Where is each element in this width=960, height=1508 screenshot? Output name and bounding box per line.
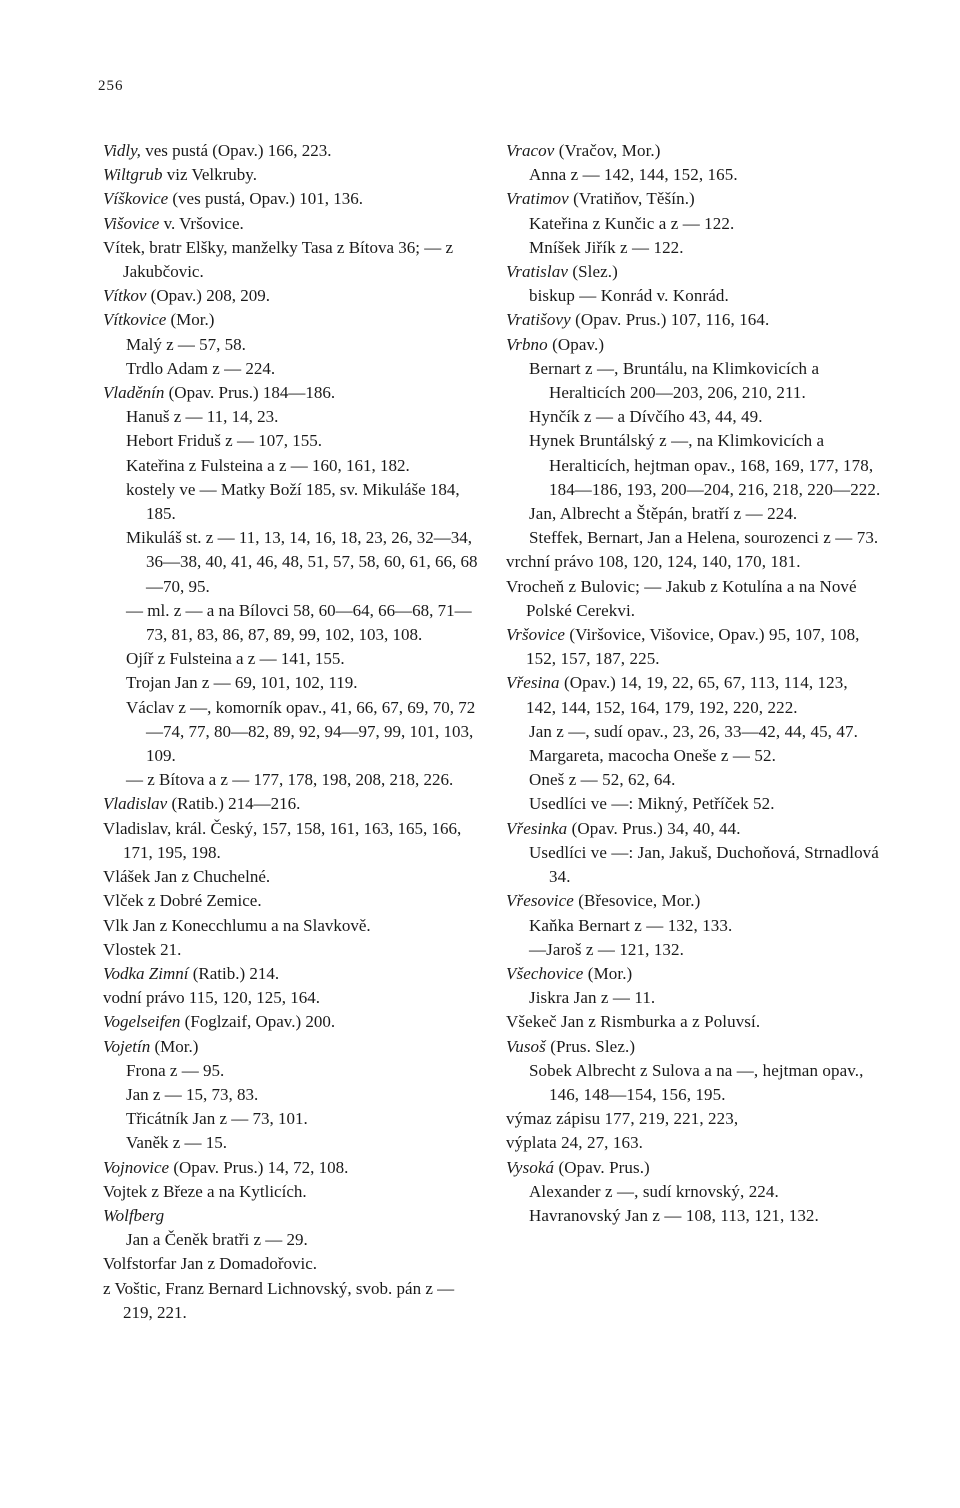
entry-text: z Voštic, Franz Bernard Lichnovský, svob. pán z — 219, 221.: [103, 1278, 455, 1322]
place-name: Vodka Zimní: [103, 963, 189, 983]
place-name: Vidly,: [103, 141, 141, 160]
entry-text: Vaněk z — 15.: [126, 1133, 228, 1153]
entry-text: Frona z — 95.: [126, 1060, 225, 1080]
entry-text: (Prus. Slez.): [545, 1036, 636, 1056]
index-subentry: [506, 768, 882, 792]
entry-text: Usedlíci ve —: Jan, Jakuš, Duchoňová, Strnadlová 34.: [529, 842, 879, 887]
index-entry: [506, 1156, 882, 1180]
index-subentry: [506, 502, 882, 526]
index-entry: [103, 938, 485, 962]
place-name: Višovice: [103, 213, 160, 233]
entry-text: (Vračov, Mor.): [554, 141, 661, 160]
index-subentry: [506, 1180, 882, 1204]
index-subentry: [103, 1083, 485, 1107]
index-subentry: [103, 1107, 485, 1131]
index-entry: [103, 889, 485, 913]
entry-text: (Slez.): [567, 262, 618, 282]
index-entry: [103, 308, 485, 332]
index-entry: [103, 1035, 485, 1059]
index-subentry: [506, 841, 882, 889]
index-subentry: [506, 212, 882, 236]
index-entry: [103, 1010, 485, 1034]
index-entry: [506, 550, 882, 574]
entry-text: Hynčík z — a Dívčího 43, 44, 49.: [529, 407, 763, 427]
index-subentry: [103, 333, 485, 357]
entry-text: Jan z — 15, 73, 83.: [126, 1084, 259, 1104]
index-entry: [103, 139, 485, 163]
entry-text: (Opav. Prus.) 14, 72, 108.: [169, 1157, 349, 1177]
index-entry: [506, 671, 882, 719]
entry-text: Hynek Bruntálský z —, na Klimkovicích a Heralticích, hejtman opav., 168, 169, 177, 178, 184—186, 193, 200—204, 216, 218, 220—222.: [529, 431, 881, 499]
entry-text: (Ratib.) 214.: [188, 963, 280, 983]
index-entry: [506, 623, 882, 671]
place-name: Vratimov: [506, 189, 569, 209]
place-name: Wolfberg: [103, 1205, 165, 1225]
entry-text: Volfstorfar Jan z Domadořovic.: [103, 1254, 318, 1274]
index-entry: [103, 236, 485, 284]
index-subentry: [506, 1059, 882, 1107]
place-name: Vojetín: [103, 1036, 151, 1056]
index-column-right: [506, 139, 882, 1228]
entry-text: (Opav. Prus.) 34, 40, 44.: [567, 818, 741, 838]
entry-text: (ves pustá, Opav.) 101, 136.: [168, 189, 363, 209]
entry-text: (Opav. Prus.) 184—186.: [164, 383, 336, 403]
entry-text: viz Velkruby.: [162, 165, 257, 185]
entry-text: Vrocheň z Bulovic; — Jakub z Kotulína a na Nové Polské Cerekvi.: [506, 576, 857, 620]
index-entry: [103, 914, 485, 938]
index-subentry: [103, 1228, 485, 1252]
index-subentry: [506, 792, 882, 816]
index-subentry: [506, 405, 882, 429]
place-name: Vysoká: [506, 1157, 555, 1177]
index-subentry: [103, 357, 485, 381]
index-subentry: [506, 986, 882, 1010]
index-entry: [103, 1277, 485, 1325]
entry-text: výmaz zápisu 177, 219, 221, 223,: [506, 1109, 739, 1129]
index-subentry: [103, 1059, 485, 1083]
entry-text: (Mor.): [583, 963, 633, 983]
index-subentry: [103, 454, 485, 478]
entry-text: Václav z —, komorník opav., 41, 66, 67, 69, 70, 72—74, 77, 80—82, 89, 92, 94—97, 99, 101, 103, 109.: [126, 697, 476, 766]
entry-text: Bernart z —, Bruntálu, na Klimkovicích a Heralticích 200—203, 206, 210, 211.: [529, 358, 820, 403]
index-subentry: [506, 236, 882, 260]
index-subentry: [103, 478, 485, 526]
index-subentry: [103, 671, 485, 695]
place-name: Vršovice: [506, 625, 566, 645]
place-name: Vítkov: [103, 286, 147, 306]
place-name: Vogelseifen: [103, 1012, 181, 1032]
entry-text: biskup — Konrád v. Konrád.: [529, 286, 729, 306]
entry-text: ves pustá (Opav.) 166, 223.: [140, 141, 332, 160]
index-entry: [103, 986, 485, 1010]
entry-text: Oneš z — 52, 62, 64.: [529, 770, 676, 790]
entry-text: Vítek, bratr Elšky, manželky Tasa z Bítova 36; — z Jakubčovic.: [103, 237, 454, 282]
entry-text: Trdlo Adam z — 224.: [126, 358, 276, 378]
place-name: Vratišovy: [506, 310, 571, 330]
entry-text: Hanuš z — 11, 14, 23.: [126, 407, 279, 427]
entry-text: Kateřina z Kunčic a z — 122.: [529, 213, 735, 233]
place-name: Vrbno: [506, 334, 548, 354]
entry-text: Jan z —, sudí opav., 23, 26, 33—42, 44, 45, 47.: [529, 721, 858, 741]
index-column-left: [103, 139, 485, 1325]
index-entry: [103, 817, 485, 865]
index-entry: [506, 1107, 882, 1131]
entry-text: Usedlíci ve —: Mikný, Petříček 52.: [529, 794, 775, 814]
index-subentry: [506, 744, 882, 768]
entry-text: Hebort Friduš z — 107, 155.: [126, 431, 322, 451]
entry-text: (Opav.) 14, 19, 22, 65, 67, 113, 114, 123, 142, 144, 152, 164, 179, 192, 220, 222.: [526, 673, 848, 717]
index-entry: [506, 962, 882, 986]
index-entry: [103, 187, 485, 211]
entry-text: — ml. z — a na Bílovci 58, 60—64, 66—68, 71—73, 81, 83, 86, 87, 89, 99, 102, 103, 108.: [126, 600, 472, 645]
entry-text: (Opav. Prus.) 107, 116, 164.: [570, 310, 770, 330]
entry-text: Havranovský Jan z — 108, 113, 121, 132.: [529, 1205, 819, 1225]
place-name: Wiltgrub: [103, 165, 163, 185]
entry-text: (Mor.): [150, 1036, 199, 1056]
entry-text: Trojan Jan z — 69, 101, 102, 119.: [126, 673, 358, 693]
index-entry: [103, 792, 485, 816]
place-name: Vřesinka: [506, 818, 568, 838]
entry-text: —Jaroš z — 121, 132.: [529, 939, 684, 959]
index-subentry: [506, 914, 882, 938]
index-entry: [506, 1035, 882, 1059]
place-name: Vřesina: [506, 673, 560, 693]
entry-text: Třicátník Jan z — 73, 101.: [126, 1109, 308, 1129]
index-subentry: [103, 647, 485, 671]
place-name: Vladěnín: [103, 383, 165, 403]
index-entry: [506, 308, 882, 332]
entry-text: Ojíř z Fulsteina a z — 141, 155.: [126, 649, 345, 669]
entry-text: vodní právo 115, 120, 125, 164.: [103, 988, 321, 1008]
index-entry: [506, 260, 882, 284]
index-subentry: [506, 284, 882, 308]
index-subentry: [103, 1131, 485, 1155]
index-entry: [103, 163, 485, 187]
page-number: 256: [98, 78, 124, 94]
entry-text: Mikuláš st. z — 11, 13, 14, 16, 18, 23, 26, 32—34, 36—38, 40, 41, 46, 48, 51, 57, 58, 60, 61, 66, 68—70, 95.: [126, 528, 478, 596]
index-subentry: [103, 696, 485, 769]
entry-text: Jan, Albrecht a Štěpán, bratří z — 224.: [529, 504, 798, 524]
entry-text: (Vratiňov, Těšín.): [568, 189, 695, 209]
entry-text: (Opav.) 208, 209.: [146, 286, 270, 306]
index-entry: [103, 284, 485, 308]
entry-text: (Mor.): [166, 310, 215, 330]
index-entry: [103, 381, 485, 405]
index-entry: [506, 187, 882, 211]
entry-text: Mníšek Jiřík z — 122.: [529, 237, 684, 257]
index-entry: [506, 817, 882, 841]
place-name: Vítkovice: [103, 310, 167, 330]
place-name: Všechovice: [506, 963, 584, 983]
place-name: Vratislav: [506, 262, 568, 282]
place-name: Vusoš: [506, 1036, 546, 1056]
entry-text: Jan a Čeněk bratři z — 29.: [126, 1230, 308, 1250]
entry-text: vrchní právo 108, 120, 124, 140, 170, 181.: [506, 552, 801, 572]
entry-text: výplata 24, 27, 163.: [506, 1133, 644, 1153]
index-subentry: [103, 429, 485, 453]
place-name: Vladislav: [103, 794, 168, 814]
index-entry: [506, 575, 882, 623]
entry-text: — z Bítova a z — 177, 178, 198, 208, 218, 226.: [126, 770, 454, 790]
index-entry: [103, 1180, 485, 1204]
entry-text: Malý z — 57, 58.: [126, 334, 246, 354]
index-subentry: [506, 938, 882, 962]
entry-text: Alexander z —, sudí krnovský, 224.: [529, 1181, 779, 1201]
entry-text: Vlostek 21.: [103, 939, 182, 959]
index-entry: [103, 962, 485, 986]
entry-text: Vojtek z Březe a na Kytlicích.: [103, 1181, 307, 1201]
entry-text: Kaňka Bernart z — 132, 133.: [529, 915, 733, 935]
index-subentry: [506, 720, 882, 744]
index-subentry: [506, 526, 882, 550]
index-entry: [103, 1204, 485, 1228]
entry-text: (Břesovice, Mor.): [573, 891, 701, 911]
place-name: Vřesovice: [506, 891, 574, 911]
index-entry: [506, 889, 882, 913]
index-entry: [103, 212, 485, 236]
index-subentry: [506, 163, 882, 187]
index-subentry: [506, 1204, 882, 1228]
entry-text: Vladislav, král. Český, 157, 158, 161, 163, 165, 166, 171, 195, 198.: [103, 818, 462, 862]
entry-text: Vlášek Jan z Chuchelné.: [103, 867, 271, 887]
entry-text: Steffek, Bernart, Jan a Helena, sourozenci z — 73.: [529, 528, 879, 548]
index-entry: [506, 1131, 882, 1155]
entry-text: Všekeč Jan z Rismburka a z Poluvsí.: [506, 1012, 761, 1032]
index-subentry: [506, 429, 882, 502]
entry-text: kostely ve — Matky Boží 185, sv. Mikuláše 184, 185.: [126, 479, 460, 524]
index-entry: [103, 865, 485, 889]
index-entry: [506, 333, 882, 357]
entry-text: v. Vršovice.: [159, 213, 244, 233]
entry-text: Vlček z Dobré Zemice.: [103, 891, 262, 911]
entry-text: (Ratib.) 214—216.: [167, 794, 301, 814]
entry-text: Kateřina z Fulsteina a z — 160, 161, 182.: [126, 455, 410, 475]
entry-text: (Viršovice, Višovice, Opav.) 95, 107, 108, 152, 157, 187, 225.: [526, 625, 860, 669]
entry-text: Jiskra Jan z — 11.: [529, 988, 656, 1008]
index-entry: [506, 1010, 882, 1034]
index-entry: [103, 1252, 485, 1276]
index-subentry: [506, 357, 882, 405]
index-subentry: [103, 405, 485, 429]
entry-text: Margareta, macocha Oneše z — 52.: [529, 746, 776, 766]
entry-text: (Opav.): [547, 334, 605, 354]
entry-text: Vlk Jan z Konecchlumu a na Slavkově.: [103, 915, 371, 935]
entry-text: (Opav. Prus.): [554, 1157, 650, 1177]
index-entry: [506, 139, 882, 163]
place-name: Vracov: [506, 141, 555, 160]
entry-text: Anna z — 142, 144, 152, 165.: [529, 165, 738, 185]
entry-text: Sobek Albrecht z Sulova a na —, hejtman opav., 146, 148—154, 156, 195.: [529, 1060, 864, 1104]
place-name: Víškovice: [103, 189, 169, 209]
index-subentry: [103, 526, 485, 599]
index-entry: [103, 1156, 485, 1180]
index-subentry: [103, 599, 485, 647]
index-subentry: [103, 768, 485, 792]
place-name: Vojnovice: [103, 1157, 170, 1177]
entry-text: (Foglzaif, Opav.) 200.: [180, 1012, 336, 1032]
